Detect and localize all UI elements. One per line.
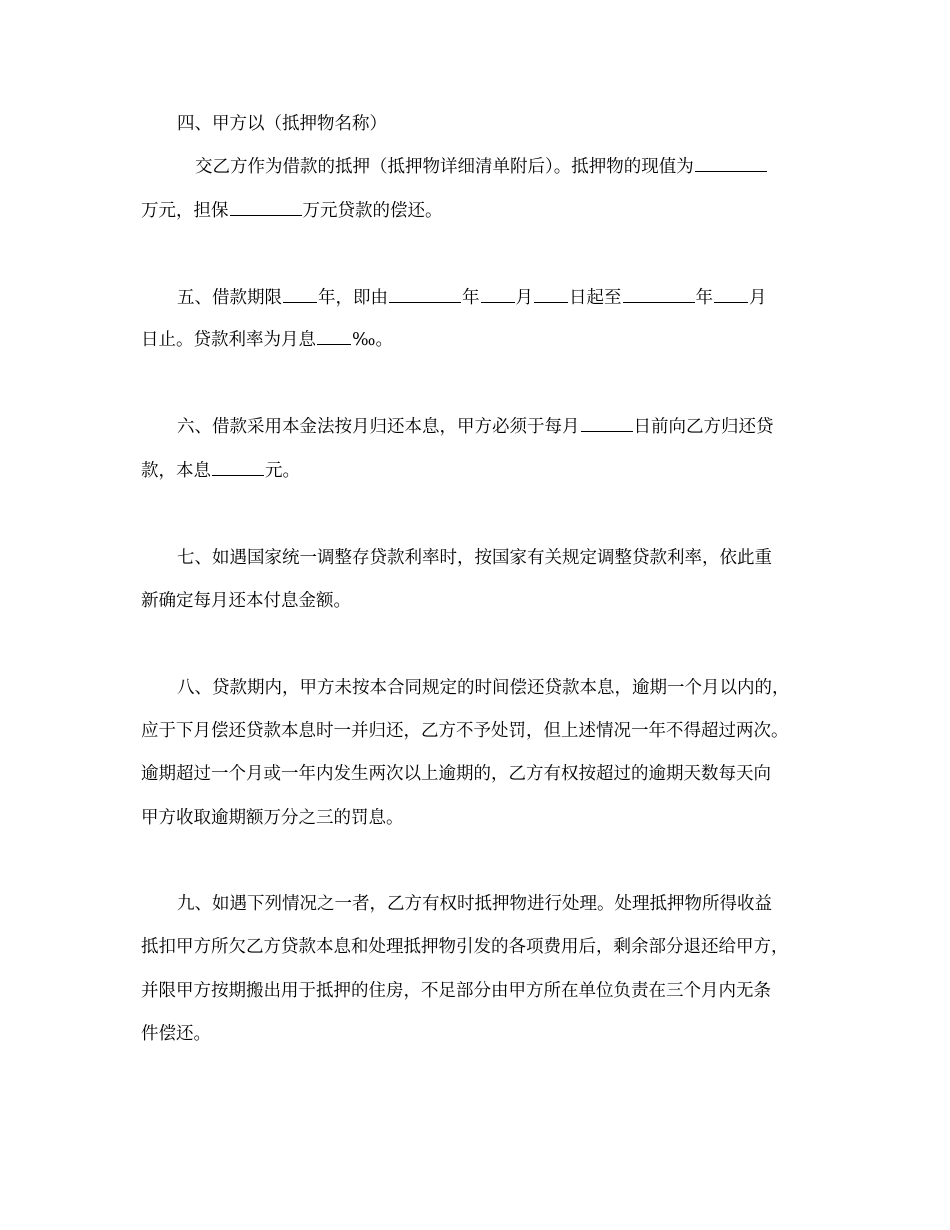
blank-field (581, 415, 633, 432)
blank-field (283, 286, 317, 303)
clause-5-text: 日起至 (569, 288, 622, 308)
clause-4-text: 四、甲方以（抵押物名称） (177, 114, 387, 134)
clause-9-line-4 (141, 1022, 831, 1046)
blank-field (230, 199, 302, 216)
clause-4-line-1 (177, 112, 867, 136)
clause-9-line-3 (141, 979, 831, 1003)
clause-9-text: 九、如遇下列情况之一者，乙方有权时抵押物进行处理。处理抵押物所得收益 (177, 894, 772, 914)
clause-6-text: 元。 (265, 461, 300, 481)
clause-6-text: 六、借款采用本金法按月归还本息，甲方必须于每月 (177, 417, 580, 437)
blank-field (714, 286, 748, 303)
clause-9-line-1 (177, 892, 867, 916)
clause-5-text: 年 (462, 288, 480, 308)
clause-8-line-2 (141, 719, 831, 743)
clause-5-text: 五、借款期限 (177, 288, 282, 308)
clause-7-text: 新确定每月还本付息金额。 (141, 591, 351, 611)
clause-5-text: 月 (749, 288, 767, 308)
clause-5-text: 日止。贷款利率为月息 (141, 330, 316, 350)
clause-6-text: 款，本息 (141, 461, 211, 481)
clause-5-line-2 (141, 328, 831, 352)
clause-7-line-1 (177, 546, 867, 570)
clause-4-text: 万元，担保 (141, 201, 229, 221)
clause-5-text: 年，即由 (318, 288, 388, 308)
clause-5-text: 月 (515, 288, 533, 308)
clause-8-text: 八、贷款期内，甲方未按本合同规定的时间偿还贷款本息，逾期一个月以内的， (177, 678, 790, 698)
clause-8-text: 甲方收取逾期额万分之三的罚息。 (141, 808, 404, 828)
clause-4-line-3 (141, 199, 831, 223)
blank-field (212, 459, 264, 476)
clause-9-text: 抵扣甲方所欠乙方贷款本息和处理抵押物引发的各项费用后，剩余部分退还给甲方， (141, 937, 789, 957)
clause-6-line-1 (177, 415, 867, 439)
clause-5-text: ‰。 (352, 330, 393, 350)
clause-8-line-1 (177, 676, 867, 700)
clause-6-text: 日前向乙方归还贷 (633, 417, 774, 437)
clause-5-line-1 (177, 286, 867, 310)
clause-9-line-2 (141, 935, 831, 959)
clause-8-text: 逾期超过一个月或一年内发生两次以上逾期的，乙方有权按超过的逾期天数每天向 (141, 764, 771, 784)
clause-7-text: 七、如遇国家统一调整存贷款利率时，按国家有关规定调整贷款利率，依此重 (177, 548, 772, 568)
clause-9-text: 件偿还。 (141, 1024, 211, 1044)
blank-field (317, 328, 351, 345)
clause-4-text: 交乙方作为借款的抵押（抵押物详细清单附后）。抵押物的现值为 (195, 157, 694, 177)
blank-field (623, 286, 695, 303)
clause-7-line-2 (141, 589, 831, 613)
blank-field (389, 286, 461, 303)
clause-4-line-2 (195, 155, 885, 179)
blank-field (695, 155, 767, 172)
clause-6-line-2 (141, 459, 831, 483)
clause-8-line-4 (141, 806, 831, 830)
blank-field (481, 286, 515, 303)
clause-4-text: 万元贷款的偿还。 (302, 201, 443, 221)
clause-9-text: 并限甲方按期搬出用于抵押的住房，不足部分由甲方所在单位负责在三个月内无条 (141, 981, 771, 1001)
blank-field (534, 286, 568, 303)
clause-8-line-3 (141, 762, 831, 786)
clause-5-text: 年 (695, 288, 713, 308)
clause-8-text: 应于下月偿还贷款本息时一并归还，乙方不予处罚，但上述情况一年不得超过两次。 (141, 721, 789, 741)
